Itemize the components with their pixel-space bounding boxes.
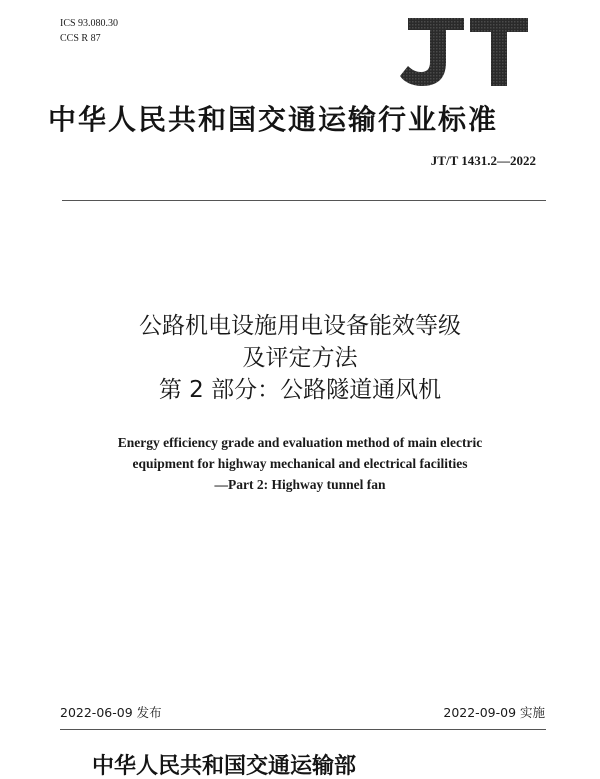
- english-title-line-3: —Part 2: Highway tunnel fan: [214, 477, 386, 492]
- classification-codes: [60, 16, 118, 46]
- issue-date: 2022-06-09 发布: [60, 705, 162, 720]
- implementation-date: 2022-09-09 实施: [443, 705, 545, 720]
- chinese-title-line-1: 公路机电设施用电设备能效等级: [139, 313, 461, 339]
- english-title-line-2: equipment for highway mechanical and electrical facilities: [132, 456, 468, 471]
- chinese-title: [0, 310, 600, 406]
- issuing-standard-category: 中华人民共和国交通运输行业标准: [48, 103, 499, 136]
- ics-code: ICS 93.080.30: [60, 18, 119, 29]
- bottom-divider: [60, 729, 546, 730]
- english-title-line-1: Energy efficiency grade and evaluation method of main electric: [117, 435, 483, 450]
- jt-logo: [400, 12, 530, 90]
- ccs-code: CCS R 87: [60, 33, 101, 44]
- issuing-authority: 中华人民共和国交通运输部: [92, 754, 357, 779]
- top-divider: [62, 200, 546, 201]
- standard-number: JT/T 1431.2—2022: [430, 153, 536, 168]
- english-title: [0, 432, 600, 495]
- chinese-title-line-3: 第 2 部分：公路隧道通风机: [158, 377, 442, 403]
- chinese-title-line-2: 及评定方法: [242, 345, 358, 371]
